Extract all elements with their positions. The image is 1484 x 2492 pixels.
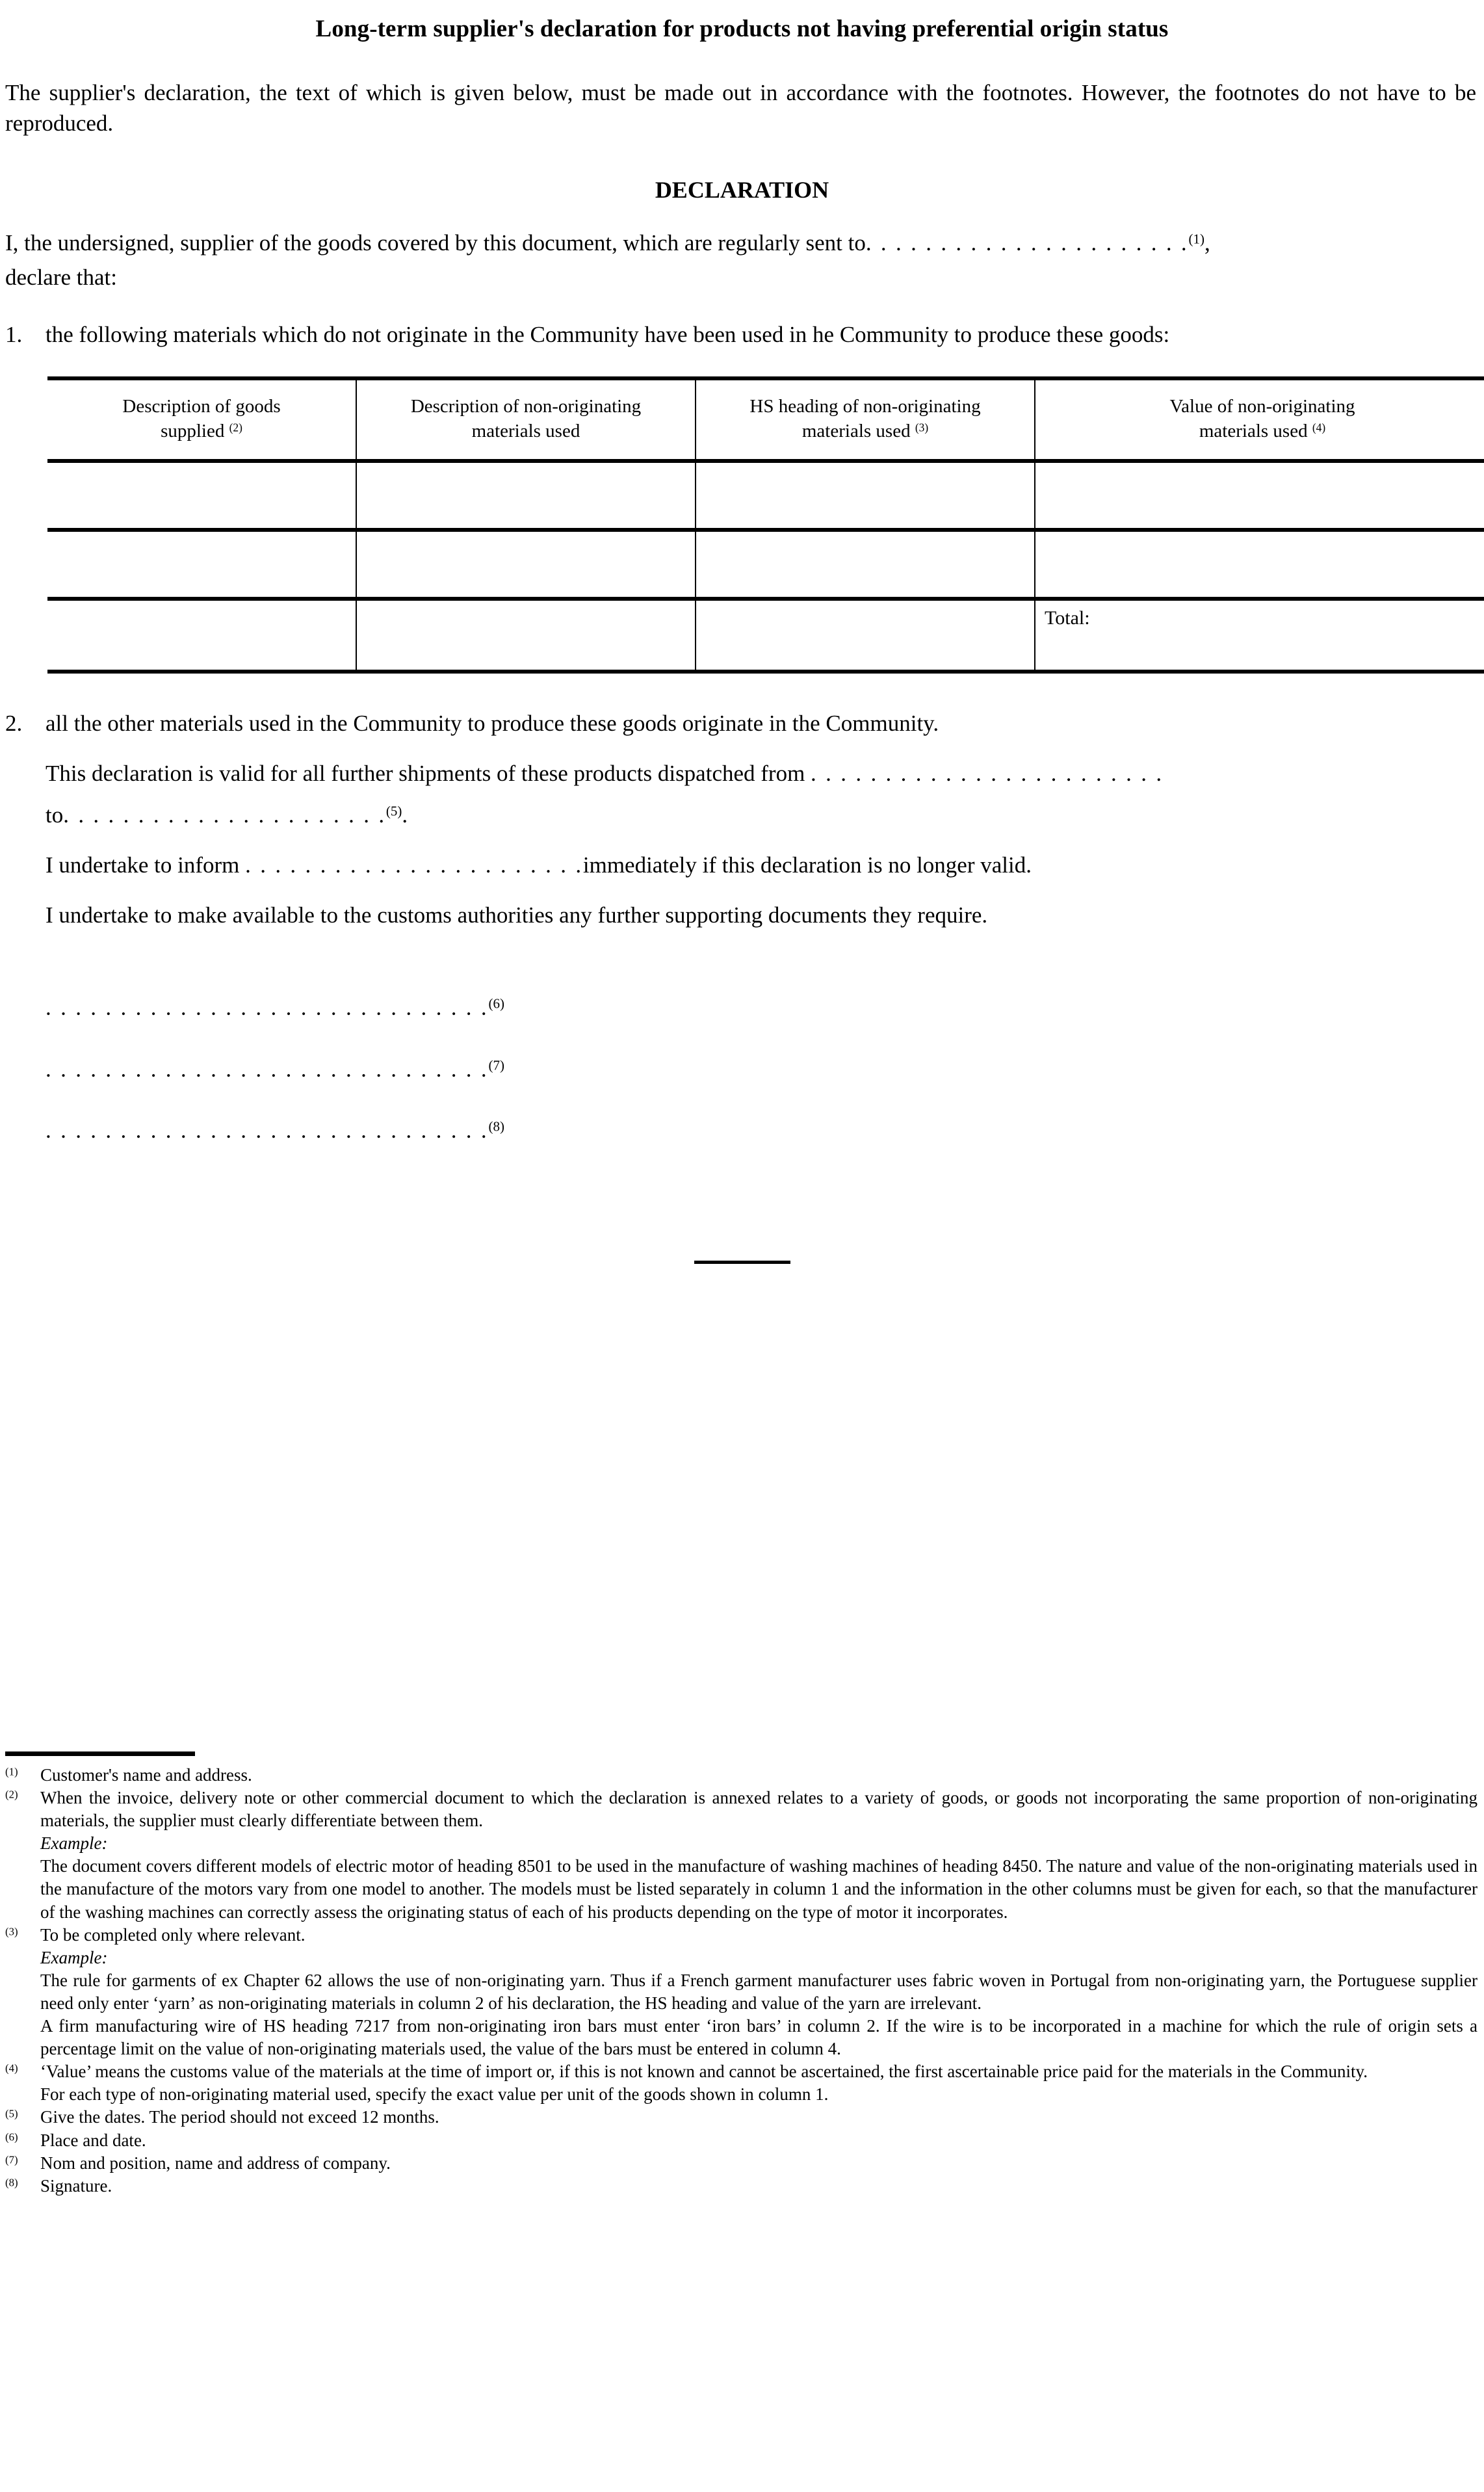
cell-value-1[interactable] — [1035, 461, 1484, 530]
section-divider — [5, 1255, 1479, 1267]
footnote-ref-2: (2) — [229, 420, 242, 434]
list-item-1-marker: 1. — [5, 322, 23, 348]
footnote-ref-8: (8) — [488, 1118, 504, 1135]
validity-to-label: to — [46, 802, 64, 828]
cell-hs-2[interactable] — [696, 530, 1035, 599]
footnote-5-number: (5) — [5, 2108, 18, 2121]
signature-dots-6: . . . . . . . . . . . . . . . . . . . . . . . . . . . . . . — [46, 995, 489, 1021]
table-row — [47, 461, 1484, 530]
col4-line1: Value of non-originating — [1169, 395, 1355, 417]
column-header-description-of-materials — [356, 378, 696, 461]
cell-goods-1[interactable] — [47, 461, 356, 530]
declaration-opening-line — [5, 228, 1479, 259]
footnote-2-number: (2) — [5, 1788, 18, 1801]
declaration-opening-text: I, the undersigned, supplier of the goods covered by this document, which are regularly sent to — [5, 230, 866, 256]
cell-goods-3[interactable] — [47, 599, 356, 672]
list-item-2 — [5, 709, 1479, 739]
footnote-ref-1: (1) — [1188, 231, 1204, 247]
declaration-items-2 — [5, 709, 1479, 739]
footnote-ref-3: (3) — [915, 420, 929, 434]
footnote-ref-5: (5) — [385, 803, 402, 819]
page-title: Long-term supplier's declaration for products not having preferential origin status — [315, 16, 1169, 42]
signature-line-8[interactable] — [46, 1116, 1479, 1146]
declaration-opening-dots: . . . . . . . . . . . . . . . . . . . . . . — [865, 230, 1189, 256]
footnote-8 — [5, 2175, 1479, 2197]
footnote-1-number: (1) — [5, 1765, 18, 1778]
cell-value-2[interactable] — [1035, 530, 1484, 599]
footnote-1 — [5, 1764, 1479, 1787]
cell-hs-3[interactable] — [696, 599, 1035, 672]
footnote-5 — [5, 2106, 1479, 2129]
col1-line1: Description of goods — [122, 395, 281, 417]
materials-table — [47, 376, 1484, 674]
cell-hs-1[interactable] — [696, 461, 1035, 530]
signature-dots-8: . . . . . . . . . . . . . . . . . . . . . . . . . . . . . . — [46, 1118, 489, 1144]
col2-line1: Description of non-originating — [410, 395, 642, 417]
footnote-8-text: Signature. — [40, 2175, 112, 2196]
validity-dots-2: . . . . . . . . . . . . . . . . . . . . . . — [63, 802, 386, 828]
footnotes-section — [5, 1751, 1479, 2197]
declare-that-line: declare that: — [5, 264, 117, 290]
col3-line2: materials used — [801, 420, 911, 441]
signature-dots-7: . . . . . . . . . . . . . . . . . . . . . . . . . . . . . . — [46, 1056, 489, 1082]
validity-line-2-tail: . — [402, 802, 408, 828]
cell-total-label: Total: — [1035, 599, 1484, 672]
footnote-3-example-text-2: A firm manufacturing wire of HS heading 7217 from non-originating iron bars must enter ‘iron bars’ in column 2. If the wire is to be incorporated in a machine for which the rule of origin sets a percentage limit on the value of non-originating materials used, the value of the bars must be entered in column 4. — [40, 2016, 1477, 2059]
footnote-4-text: ‘Value’ means the customs value of the materials at the time of import or, if this is not known and cannot be ascertained, the first ascertainable price paid for the materials in the Community. — [40, 2062, 1368, 2082]
footnote-1-text: Customer's name and address. — [40, 1765, 252, 1785]
column-header-value — [1035, 378, 1484, 461]
footnote-3-number: (3) — [5, 1925, 18, 1938]
inform-line — [46, 850, 1479, 881]
footnote-7-number: (7) — [5, 2153, 18, 2166]
footnote-3-text: To be completed only where relevant. — [40, 1924, 306, 1945]
col3-line1: HS heading of non-originating — [749, 395, 981, 417]
signature-line-7[interactable] — [46, 1055, 1479, 1085]
footnote-2-example-label: Example: — [40, 1833, 108, 1854]
footnote-3-example-label: Example: — [40, 1947, 108, 1967]
column-header-hs-heading — [696, 378, 1035, 461]
footnote-6-text: Place and date. — [40, 2130, 146, 2150]
validity-line-1 — [46, 759, 1479, 789]
cell-materials-3[interactable] — [356, 599, 696, 672]
footnote-ref-7: (7) — [488, 1057, 504, 1073]
col2-line2: materials used — [471, 420, 580, 441]
list-item-1-text: the following materials which do not originate in the Community have been used in he Community to produce these goods: — [46, 322, 1170, 348]
footnote-ref-6: (6) — [488, 995, 504, 1012]
materials-table-body — [47, 461, 1484, 672]
footnote-2-text: When the invoice, delivery note or other commercial document to which the declaration is annexed relates to a variety of goods, or goods not incorporating the same proportion of non-originating materials, the supplier must clearly differentiate between them. — [40, 1788, 1477, 1831]
validity-dots-1: . . . . . . . . . . . . . . . . . . . . . . . . — [811, 760, 1164, 786]
table-row — [47, 530, 1484, 599]
declaration-items — [5, 320, 1479, 350]
materials-table-wrapper — [47, 376, 1484, 674]
cell-materials-1[interactable] — [356, 461, 696, 530]
list-item-1 — [5, 320, 1479, 350]
inform-text-after: immediately if this declaration is no longer valid. — [582, 852, 1032, 878]
validity-block — [46, 759, 1479, 930]
horizontal-rule — [694, 1261, 790, 1264]
cell-goods-2[interactable] — [47, 530, 356, 599]
footnote-5-text: Give the dates. The period should not exceed 12 months. — [40, 2107, 439, 2127]
inform-dots: . . . . . . . . . . . . . . . . . . . . . . . — [245, 852, 583, 878]
footnote-2 — [5, 1787, 1479, 1832]
footnote-4-text-2: For each type of non-originating material used, specify the exact value per unit of the goods shown in column 1. — [40, 2084, 829, 2105]
declaration-opening-tail: , — [1204, 230, 1210, 256]
documents-available-line: I undertake to make available to the customs authorities any further supporting documents they require. — [46, 902, 988, 928]
footnotes-separator-rule — [5, 1751, 195, 1756]
footnote-6 — [5, 2129, 1479, 2152]
column-header-description-of-goods — [47, 378, 356, 461]
validity-text: This declaration is valid for all further shipments of these products dispatched from — [46, 760, 805, 786]
table-row — [47, 599, 1484, 672]
inform-text-before: I undertake to inform — [46, 852, 240, 878]
col1-line2: supplied — [161, 420, 225, 441]
footnote-3 — [5, 1924, 1479, 1947]
signature-lines — [46, 993, 1479, 1146]
signature-line-6[interactable] — [46, 993, 1479, 1023]
footnote-4 — [5, 2060, 1479, 2083]
footnote-6-number: (6) — [5, 2131, 18, 2144]
footnote-7-text: Nom and position, name and address of company. — [40, 2153, 391, 2173]
intro-paragraph: The supplier's declaration, the text of which is given below, must be made out in accordance with the footnotes. However, the footnotes do not have to be reproduced. — [5, 80, 1476, 136]
footnote-4-number: (4) — [5, 2062, 18, 2075]
cell-materials-2[interactable] — [356, 530, 696, 599]
footnote-ref-4: (4) — [1312, 420, 1326, 434]
list-item-2-text: all the other materials used in the Community to produce these goods originate in the Community. — [46, 711, 939, 737]
list-item-2-marker: 2. — [5, 711, 23, 737]
validity-line-2 — [46, 800, 1479, 831]
footnote-8-number: (8) — [5, 2176, 18, 2189]
footnote-7 — [5, 2152, 1479, 2175]
footnote-2-example-text: The document covers different models of electric motor of heading 8501 to be used in the manufacture of washing machines of heading 8450. The nature and value of the non-originating materials used in the manufacture of the motors vary from one model to another. The models must be listed separately in column 1 and the information in the other columns must be given for each, so that the manufacturer of the washing machines can correctly assess the originating status of each of his products depending on the type of motor it incorporates. — [40, 1856, 1477, 1922]
materials-table-head — [47, 378, 1484, 461]
table-header-row — [47, 378, 1484, 461]
footnote-3-example-text-1: The rule for garments of ex Chapter 62 allows the use of non-originating yarn. Thus if a French garment manufacturer uses fabric woven in Portugal from non-originating yarn, the Portuguese supplier need only enter ‘yarn’ as non-originating materials in column 2 of his declaration, the HS heading and value of the yarn are irrelevant. — [40, 1970, 1477, 2013]
col4-line2: materials used — [1199, 420, 1308, 441]
declaration-heading: DECLARATION — [655, 177, 829, 203]
